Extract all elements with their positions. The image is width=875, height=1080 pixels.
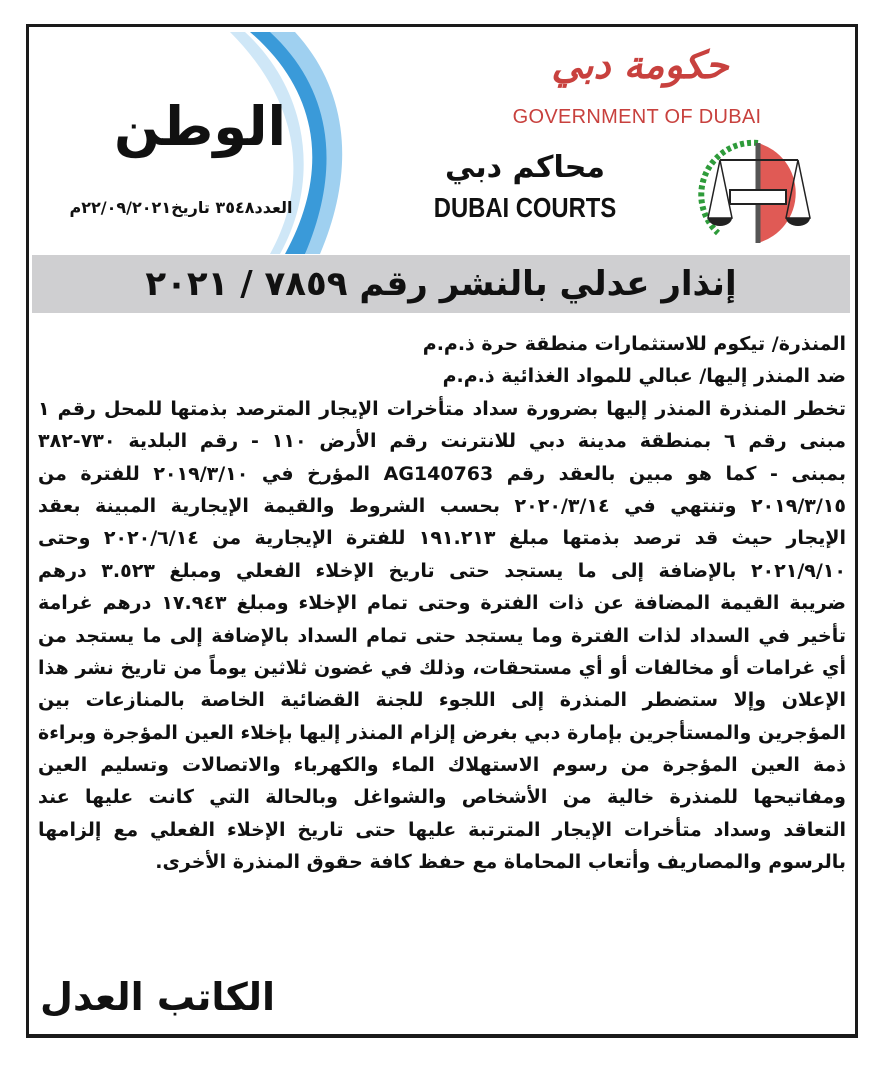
body-line: المؤجرين والمستأجرين بإمارة دبي بغرض إلزام المنذر إليها بإخلاء العين المؤجرة وبراءة: [38, 721, 846, 744]
dubai-courts-emblem-icon: [658, 138, 828, 248]
body-line: أي غرامات أو مخالفات أو أي مستحقات، وذلك في غضون ثلاثين يوماً من تاريخ نشر هذا: [38, 656, 846, 679]
body-line: بالرسوم والمصاريف وأتعاب المحاماة مع حفظ كافة حقوق المنذرة الأخرى.: [155, 851, 846, 874]
body-line: تخطر المنذرة المنذر إليها بضرورة سداد متأخرات الإيجار المترصد بذمتها للمحل رقم ١: [38, 397, 846, 420]
newspaper-logo: الوطن: [113, 95, 287, 158]
government-logo-arabic: حكومة دبي: [551, 42, 729, 87]
body-line: التعاقد وسداد متأخرات الإيجار المترتبة عليها حتى تاريخ الإخلاء الفعلي مع إلزامها: [38, 818, 846, 841]
signature: الكاتب العدل: [40, 975, 276, 1019]
title-bar: [32, 255, 850, 313]
notice-body: [38, 328, 846, 879]
body-line: الإعلان وإلا ستضطر المنذرة إلى اللجوء للجنة القضائية الخاصة بالمنازعات بين: [38, 689, 846, 712]
body-line: ٢٠١٩/٣/١٥ وتنتهي في ٢٠٢٠/٣/١٤ بحسب الشروط والقيمة الإيجارية المبينة بعقد: [38, 494, 846, 517]
body-line: مبنى رقم ٦ بمنطقة مدينة دبي للانترنت رقم الأرض ١١٠ - رقم البلدية ٧٣٠-٣٨٢: [38, 430, 846, 453]
body-line: ذمة العين المؤجرة من رسوم الاستهلاك الماء والكهرباء والاتصالات وتسليم العين: [38, 754, 846, 777]
notifier-line: المنذرة/ تيكوم للاستثمارات منطقة حرة ذ.م.م: [422, 333, 846, 355]
body-line: الإيجار حيث قد ترصد بذمتها مبلغ ١٩١.٢١٣ للفترة الإيجارية من ٢٠٢٠/٦/١٤ وحتى: [38, 527, 846, 550]
courts-name-english: DUBAI COURTS: [433, 192, 617, 223]
government-logo-english: GOVERNMENT OF DUBAI: [512, 106, 762, 128]
body-line: ٢٠٢١/٩/١٠ بالإضافة إلى ما يستجد حتى تاريخ الإخلاء الفعلي ومبلغ ٣.٥٢٣ درهم: [38, 559, 846, 582]
body-line: ومفاتيحها للمنذرة خالية من الأشخاص والشواغل وبالحالة التي كانت عليها عند: [38, 786, 846, 809]
courts-name-arabic: محاكم دبي: [445, 150, 605, 185]
body-line: تأخير في السداد لذات الفترة وما يستجد حتى تمام السداد بالإضافة إلى ما يستجد من: [38, 624, 846, 647]
body-line: ضريبة القيمة المضافة عن ذات الفترة وحتى تمام الإخلاء ومبلغ ١٧.٩٤٣ درهم غرامة: [38, 592, 846, 615]
body-line: بمبنى - كما هو مبين بالعقد رقم AG140763 المؤرخ في ٢٠١٩/٣/١٠ للفترة من: [38, 462, 846, 485]
notice-title: إنذار عدلي بالنشر رقم ٧٨٥٩ / ٢٠٢١: [145, 264, 737, 304]
notified-line: ضد المنذر إليها/ عبالي للمواد الغذائية ذ.م.م: [442, 365, 846, 388]
issue-info: العدد٣٥٤٨ تاريخ٢٢/٠٩/٢٠٢١م: [69, 198, 293, 217]
